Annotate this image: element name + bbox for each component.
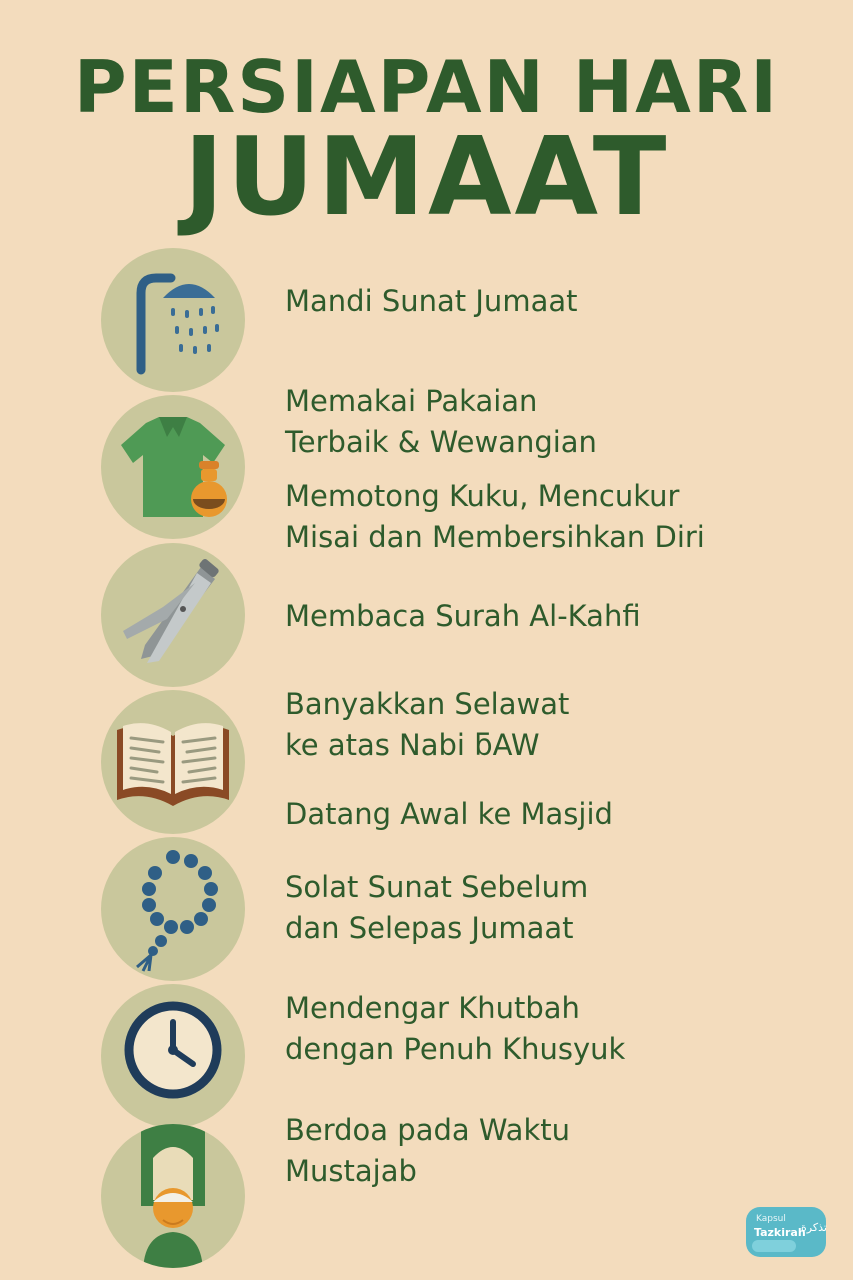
item-mandi-sunat: Mandi Sunat Jumaat [285,284,578,318]
nail-clipper-icon [101,543,245,687]
item-surah-al-kahfi: Membaca Surah Al-Kahfi [285,599,641,633]
item-berdoa: Berdoa pada Waktu Mustajab [285,1113,571,1188]
prayer-mat-icon [101,1124,245,1268]
item-selawat: Banyakkan Selawat ke atas Nabi ƃAW [285,687,570,762]
logo-arabic-text: تذكرة [801,1221,827,1234]
item-datang-awal: Datang Awal ke Masjid [285,797,613,831]
open-book-icon [101,690,245,834]
kapsul-tazkirah-logo [746,1207,826,1257]
page-title-line2: JUMAAT [183,115,670,240]
item-solat-sunat: Solat Sunat Sebelum dan Selepas Jumaat [285,870,589,945]
clock-icon [101,984,245,1128]
shirt-perfume-icon [101,395,245,539]
item-pakaian-terbaik: Memakai Pakaian Terbaik & Wewangian [285,384,597,459]
logo-bubble [752,1240,796,1252]
logo-name-text: Tazkirah [754,1226,806,1239]
item-memotong-kuku: Memotong Kuku, Mencukur Misai dan Membersihkan Diri [285,479,705,554]
item-mendengar-khutbah: Mendengar Khutbah dengan Penuh Khusyuk [285,991,626,1066]
shower-icon [101,248,245,392]
page-title-line1: PERSIAPAN HARI [73,45,780,129]
prayer-beads-icon [101,837,245,981]
logo-small-text: Kapsul [756,1214,786,1224]
